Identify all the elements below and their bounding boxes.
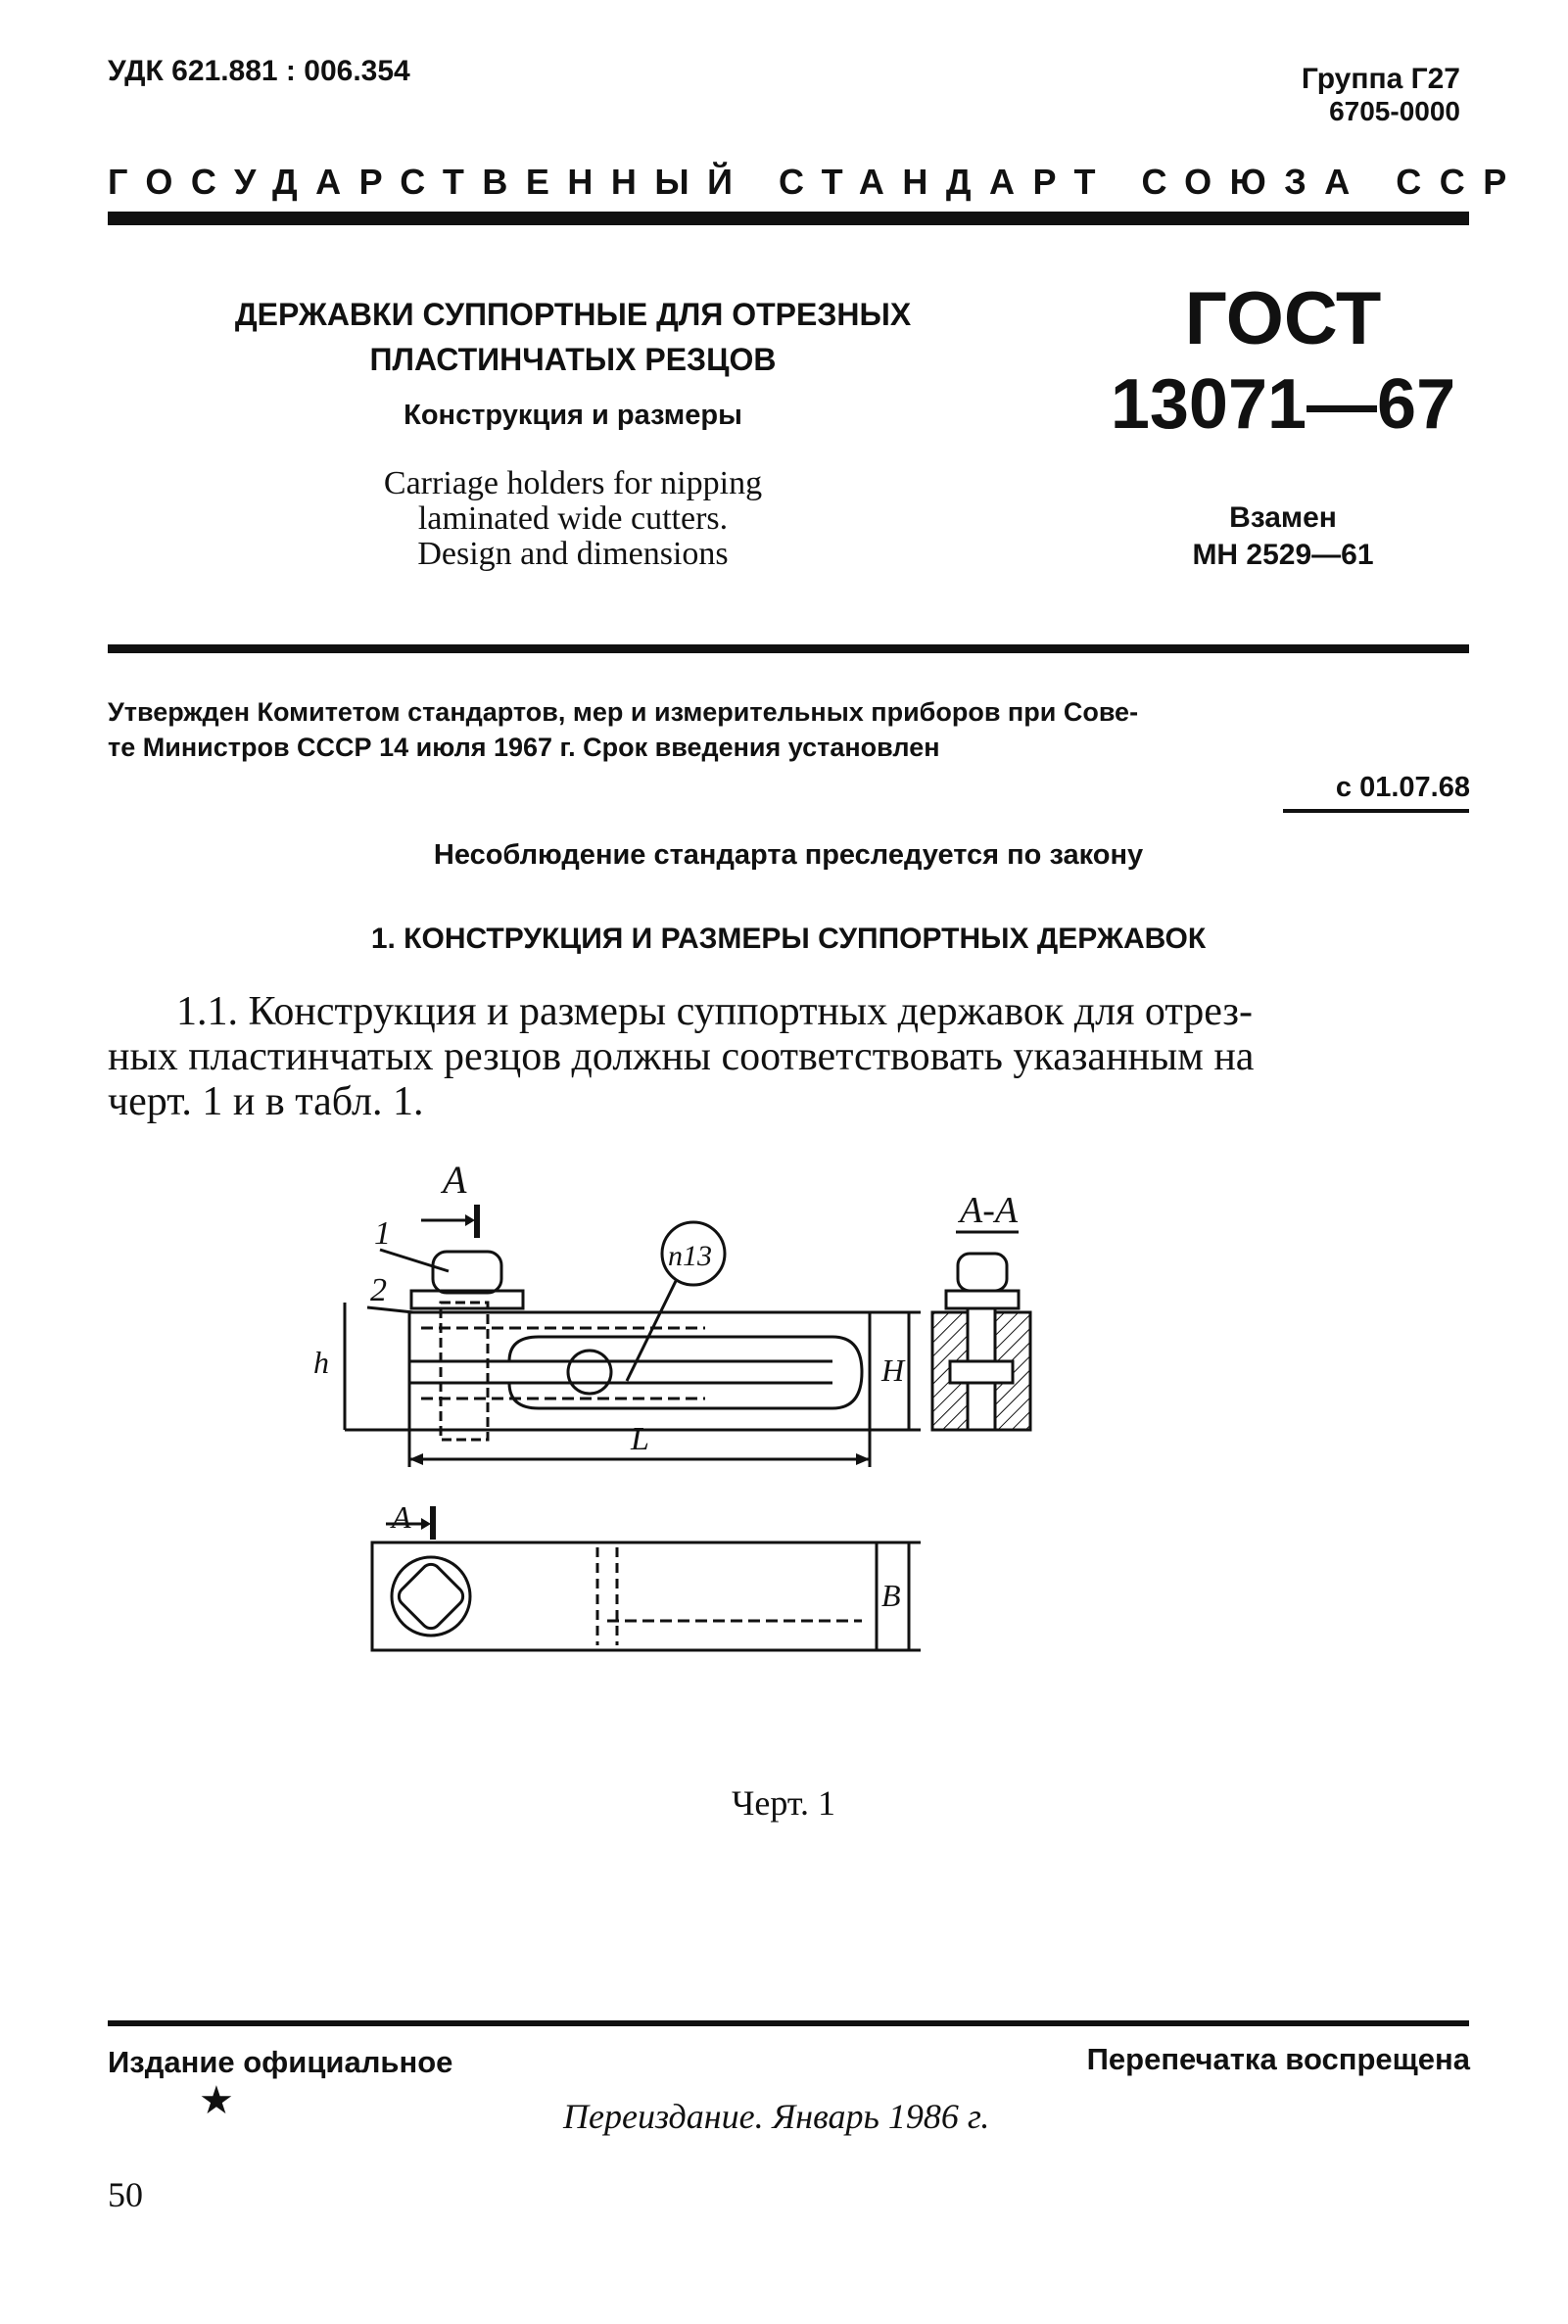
gost-number: 13071—67	[1110, 365, 1456, 444]
gost-label: ГОСТ	[1184, 277, 1382, 360]
paragraph-line: черт. 1 и в табл. 1.	[108, 1079, 424, 1124]
note-leader	[627, 1281, 676, 1381]
dim-B-label: В	[881, 1578, 901, 1613]
header-rule	[108, 212, 1469, 225]
dim-L-label: L	[631, 1421, 649, 1457]
title-rule	[108, 644, 1469, 653]
leader-2	[367, 1307, 413, 1312]
section-slot	[950, 1361, 1013, 1383]
paragraph-1-1	[108, 989, 1469, 1124]
dim-L-arrow	[409, 1453, 423, 1465]
reissue-note: Переиздание. Январь 1986 г.	[563, 2097, 990, 2136]
english-title-line: laminated wide cutters.	[417, 500, 729, 537]
dim-L-arrow	[856, 1453, 870, 1465]
official-edition: Издание официальное	[108, 2045, 453, 2079]
legal-warning: Несоблюдение стандарта преследуется по закону	[433, 839, 1144, 871]
relief-hole	[568, 1351, 611, 1394]
page-number: 50	[108, 2175, 143, 2214]
english-title-line: Design and dimensions	[417, 536, 729, 572]
dim-h-label: h	[313, 1345, 329, 1380]
hidden-screw	[441, 1303, 488, 1440]
replaces-value: МН 2529—61	[1192, 539, 1374, 571]
screw-square-plan	[395, 1560, 467, 1633]
english-title-line: Carriage holders for nipping	[383, 465, 763, 501]
reprint-prohibited: Перепечатка воспрещена	[1086, 2042, 1470, 2076]
dim-H-label: H	[881, 1352, 905, 1388]
holder-body-plan	[372, 1542, 877, 1650]
section-a-label: А	[443, 1158, 467, 1202]
document-subtitle: Конструкция и размеры	[404, 400, 742, 431]
document-title	[166, 292, 979, 382]
section-heading: 1. КОНСТРУКЦИЯ И РАЗМЕРЫ СУППОРТНЫХ ДЕРЖАВОК	[370, 923, 1207, 955]
approval-line-2: те Министров СССР 14 июля 1967 г. Срок введения установлен	[108, 733, 940, 762]
title-line-2: ПЛАСТИНЧАТЫХ РЕЗЦОВ	[369, 342, 777, 377]
section-a-bottom-label: А	[392, 1499, 411, 1535]
star-icon: ★	[199, 2078, 234, 2123]
effective-date-underline	[1283, 809, 1469, 813]
paragraph-line: ных пластинчатых резцов должны соответствовать указанным на	[108, 1034, 1255, 1079]
approval-line-1: Утвержден Комитетом стандартов, мер и измерительных приборов при Сове-	[108, 697, 1139, 727]
paragraph-line: 1.1. Конструкция и размеры суппортных державок для отрез-	[176, 989, 1253, 1034]
screw-head	[433, 1252, 501, 1293]
screw-head-plan	[392, 1557, 470, 1636]
holder-drawing	[274, 1156, 1332, 1743]
classifier-code: 6705-0000	[1329, 96, 1460, 126]
footer-rule	[108, 2020, 1469, 2026]
english-title	[264, 466, 881, 572]
udk-code: УДК 621.881 : 006.354	[108, 55, 410, 87]
state-standard-banner: ГОСУДАРСТВЕННЫЙ СТАНДАРТ СОЮЗА ССР	[108, 162, 1525, 202]
section-aa-label: А-А	[960, 1190, 1019, 1231]
section-washer	[946, 1291, 1019, 1308]
section-arrowhead-bottom	[421, 1518, 431, 1530]
replaces-label: Взамен	[1229, 501, 1337, 534]
position-2-label: 2	[370, 1272, 387, 1308]
title-line-1: ДЕРЖАВКИ СУППОРТНЫЕ ДЛЯ ОТРЕЗНЫХ	[234, 297, 912, 332]
position-1-label: 1	[374, 1215, 391, 1252]
section-screw-head	[958, 1254, 1007, 1291]
figure-caption: Черт. 1	[732, 1783, 835, 1823]
holder-body-front	[409, 1312, 870, 1430]
section-arrowhead	[465, 1214, 475, 1226]
note-label: п13	[668, 1240, 712, 1272]
effective-date: с 01.07.68	[1335, 772, 1470, 803]
group-code: Группа Г27	[1301, 63, 1460, 95]
